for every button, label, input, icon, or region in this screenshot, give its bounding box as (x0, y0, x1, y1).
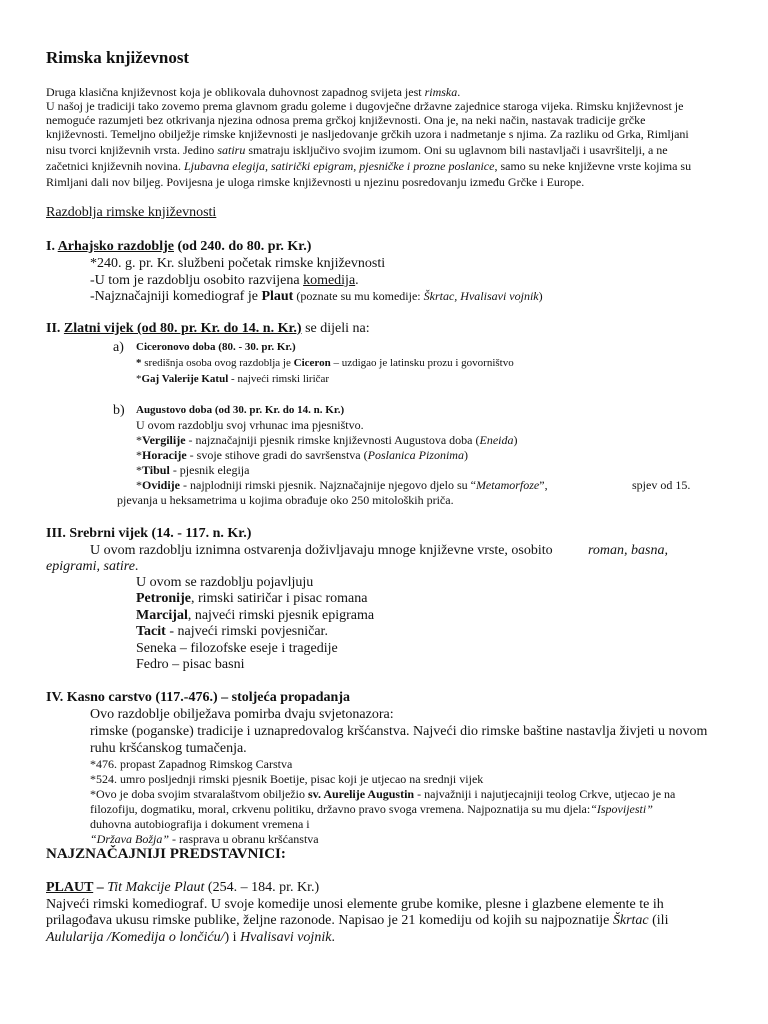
period-2a-line-2: *Gaj Valerije Katul - najveći rimski liričar (136, 373, 330, 385)
intro-line-2: U našoj je tradiciji tako zovemo prema glavnom gradu goleme i dugovječne državne zajednice staroga vijeka. Rimsku književnost je (46, 99, 684, 113)
period-4-line-4: *476. propast Zapadnog Rimskog Carstva (90, 757, 293, 771)
period-3-line-1-tail: roman, basna, (588, 543, 668, 558)
intro-line-1: Druga klasična književnost koja je oblikovala duhovnost zapadnog svijeta jest rimska. (46, 85, 461, 99)
period-2b-line-2: *Vergilije - najznačajniji pjesnik rimske književnosti Augustova doba (Eneida) (136, 433, 518, 447)
period-3-line-3: U ovom se razdoblju pojavljuju (136, 575, 314, 590)
period-2b-line-6: pjevanja u heksametrima u kojima obrađuje oko 250 mitoloških priča. (117, 493, 454, 507)
plaut-line-1: Najveći rimski komediograf. U svoje komedije unosi elemente grube komike, plesne i glazbene elemente te ih (46, 897, 664, 912)
period-2a-label: a) (113, 340, 124, 355)
intro-line-4: književnosti. Temeljno obilježje rimske književnosti je nasljedovanje grčkih uzora i nadmetanje s njima. Za razliku od Grka, Rimljani (46, 127, 689, 141)
period-4-line-9: “Država Božja” - rasprava u obranu kršćanstva (90, 832, 319, 846)
period-4-line-3: ruhu kršćanskog tumačenja. (90, 741, 247, 756)
period-2b-label: b) (113, 403, 125, 418)
representatives-heading: NAJZNAČAJNIJI PREDSTAVNICI: (46, 846, 286, 862)
period-3-line-8: Fedro – pisac basni (136, 657, 245, 672)
period-2b-title: Augustovo doba (od 30. pr. Kr. do 14. n. Kr.) (136, 404, 345, 416)
period-2b-line-1: U ovom razdoblju svoj vrhunac ima pjesništvo. (136, 418, 364, 432)
period-2b-line-5: *Ovidije - najplodniji rimski pjesnik. Najznačajnije njegovo djelo su “Metamorfoze”, (136, 478, 548, 492)
period-1-line-1: *240. g. pr. Kr. službeni početak rimske književnosti (90, 256, 386, 271)
period-2b-line-3: *Horacije - svoje stihove gradi do savršenstva (Poslanica Pizonima) (136, 448, 468, 462)
period-3-line-7: Seneka – filozofske eseje i tragedije (136, 641, 338, 656)
intro-line-3: nemoguće razumjeti bez otkrivanja njezina odnosa prema grčkoj književnosti. Ona je, na neki način, nastavak tradicije grčke (46, 113, 646, 127)
period-1-heading: I. Arhajsko razdoblje (od 240. do 80. pr. Kr.) (46, 239, 312, 254)
period-2b-line-4: *Tibul - pjesnik elegija (136, 463, 250, 477)
period-4-line-7: filozofiju, dogmatiku, moral, crkvenu politiku, državno pravo svoga vremena. Najpoznatija su mu djela:“Ispovijesti” (90, 802, 653, 816)
intro-line-6: začetnici književnih novina. Ljubavna elegija, satirički epigram, pjesničke i prozne poslanice, samo su neke književne vrste kojima su (46, 159, 692, 173)
period-4-line-6: *Ovo je doba svojim stvaralaštvom obilježio sv. Aurelije Augustin - najvažniji i najutjecajniji teolog Crkve, utjecao je na (90, 787, 676, 801)
period-3-line-2: epigrami, satire. (46, 559, 139, 574)
period-2b-line-5-tail: spjev od 15. (632, 478, 691, 492)
period-4-line-5: *524. umro posljednji rimski pjesnik Boetije, pisac koji je utjecao na srednji vijek (90, 772, 484, 786)
page-title: Rimska književnost (46, 48, 190, 67)
plaut-heading: PLAUT – Tit Makcije Plaut (254. – 184. pr. Kr.) (46, 880, 320, 895)
period-2a-line-1: * središnja osoba ovog razdoblja je Ciceron – uzdigao je latinsku prozu i govorništvo (136, 357, 514, 369)
period-3-line-1: U ovom razdoblju iznimna ostvarenja doživljavaju mnoge književne vrste, osobito (90, 543, 553, 558)
period-2a-title: Ciceronovo doba (80. - 30. pr. Kr.) (136, 341, 296, 353)
period-4-line-2: rimske (poganske) tradicije i uznapredovalog kršćanstva. Najveći dio rimske baštine nastavlja živjeti u novom (90, 724, 708, 739)
period-3-line-6: Tacit - najveći rimski povjesničar. (136, 624, 328, 639)
intro-line-5: nisu tvorci književnih vrsta. Jedino satiru smatraju isključivo svojim izumom. Oni su uglavnom bili nastavljači i usavršitelji, a ne (46, 143, 668, 157)
plaut-line-3: Aulularija /Komedija o lončiću/) i Hvalisavi vojnik. (46, 930, 335, 945)
period-2-heading: II. Zlatni vijek (od 80. pr. Kr. do 14. n. Kr.) se dijeli na: (46, 321, 370, 336)
period-1-line-3: -Najznačajniji komediograf je Plaut (poznate su mu komedije: Škrtac, Hvalisavi vojnik) (90, 289, 543, 304)
intro-line-7: Rimljani dali nov biljeg. Povijesna je uloga rimske književnosti u njezinu posredovanju između Grčke i Europe. (46, 175, 585, 189)
period-4-line-1: Ovo razdoblje obilježava pomirba dvaju svjetonazora: (90, 707, 394, 722)
periods-heading: Razdoblja rimske književnosti (46, 205, 217, 220)
period-4-heading: IV. Kasno carstvo (117.-476.) – stoljeća propadanja (46, 690, 350, 705)
period-3-heading: III. Srebrni vijek (14. - 117. n. Kr.) (46, 526, 252, 541)
period-4-line-8: duhovna autobiografija i dokument vremena i (90, 817, 310, 831)
period-3-line-5: Marcijal, najveći rimski pjesnik epigrama (136, 608, 375, 623)
plaut-line-2: prilagođava ukusu rimske publike, željne razonode. Napisao je 21 komediju od kojih su najpoznatije Škrtac (ili (46, 913, 669, 928)
period-1-line-2: -U tom je razdoblju osobito razvijena komedija. (90, 273, 359, 288)
period-3-line-4: Petronije, rimski satiričar i pisac romana (136, 591, 368, 606)
